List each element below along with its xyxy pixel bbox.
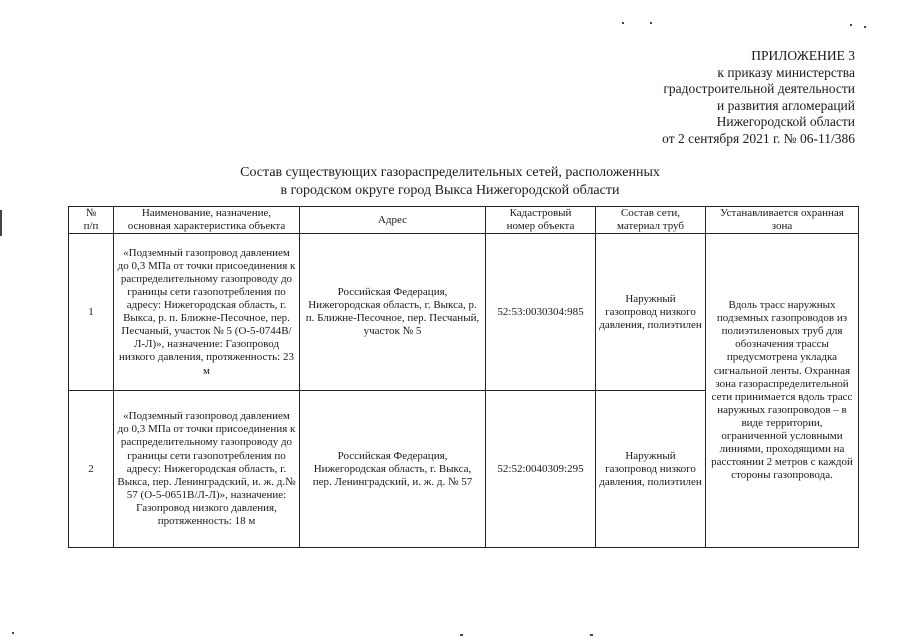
header-zone-line-2: зона: [771, 220, 793, 233]
header-protection-zone: [706, 207, 859, 234]
row-cadastral-number: 52:52:0040309:295: [486, 391, 596, 548]
protection-zone-cell: Вдоль трасс наружных подземных газопроводов из полиэтиленовых труб для обозначения трассы предусмотрена укладка сигнальной ленты. Охранная зона газораспределительной сети принимается вдоль трасс наружных газопроводов – в виде территории, ограниченной условными линиями, проходящими на расстоянии 2 метров с каждой стороны газопровода.: [706, 234, 859, 548]
scan-speck: [460, 634, 463, 636]
row-address: Российская Федерация, Нижегородская область, г. Выкса, р. п. Ближне-Песочное, пер. Песчаный, участок № 5: [300, 234, 486, 391]
header-composition-line-2: материал труб: [616, 220, 685, 233]
row-description: «Подземный газопровод давлением до 0,3 МПа от точки присоединения к распределительному газопроводу до границы сети газопотребления по адресу: Нижегородская область, г. Выкса, пер. Ленинградский, и. ж. д.№ 57 (О-5-0651В/Л-Л)», назначение: Газопровод низкого давления, протяженность: 18 м: [114, 391, 300, 548]
appendix-order-line: к приказу министерства: [717, 64, 855, 80]
header-cadastral-line-2: номер объекта: [506, 220, 575, 233]
scan-speck: [864, 26, 866, 28]
appendix-date-line: от 2 сентября 2021 г. № 06-11/386: [662, 130, 855, 146]
appendix-ministry-line-2: и развития агломераций: [716, 97, 855, 113]
header-number-line-1: №: [85, 207, 97, 219]
header-name-line-2: основная характеристика объекта: [127, 220, 286, 233]
document-title: [150, 164, 750, 200]
row-number: 1: [69, 234, 114, 391]
header-name: [114, 207, 300, 234]
scan-speck: [850, 24, 852, 26]
appendix-header: [662, 48, 855, 148]
appendix-ministry-line: градостроительной деятельности: [663, 81, 855, 97]
table-row: [69, 234, 859, 391]
appendix-region-line: Нижегородской области: [716, 114, 855, 130]
header-cadastral: [486, 207, 596, 234]
header-composition: [596, 207, 706, 234]
scan-mark: [0, 210, 2, 236]
header-number: [69, 207, 114, 234]
row-number: 2: [69, 391, 114, 548]
header-number-line-2: п/п: [83, 220, 99, 233]
row-composition: Наружный газопровод низкого давления, полиэтилен: [596, 391, 706, 548]
header-zone-line-1: Устанавливается охранная: [720, 207, 844, 219]
header-cadastral-line-1: Кадастровый: [509, 207, 572, 219]
document-title-line-1: Состав существующих газораспределительных сетей, расположенных: [240, 165, 660, 180]
row-address: Российская Федерация, Нижегородская область, г. Выкса, пер. Ленинградский, и. ж. д. № 57: [300, 391, 486, 548]
document-title-line-2: в городском округе город Выкса Нижегородской области: [280, 183, 620, 198]
table-header-row: [69, 207, 859, 234]
scan-speck: [622, 22, 624, 24]
header-name-line-1: Наименование, назначение,: [141, 207, 272, 219]
scan-speck: [590, 634, 593, 636]
row-description: «Подземный газопровод давлением до 0,3 МПа от точки присоединения к распределительному газопроводу до границы сети газопотребления по адресу: Нижегородская область, г. Выкса, р. п. Ближне-Песочное, пер. Песчаный, участок № 5 (О-5-0744В/Л-Л)», назначение: Газопровод низкого давления, протяженность: 23 м: [114, 234, 300, 391]
row-cadastral-number: 52:53:0030304:985: [486, 234, 596, 391]
appendix-number: ПРИЛОЖЕНИЕ 3: [751, 48, 855, 63]
header-address: Адрес: [300, 207, 486, 234]
header-composition-line-1: Состав сети,: [620, 207, 681, 219]
gas-network-table: [68, 206, 859, 548]
scan-speck: [650, 22, 652, 24]
row-composition: Наружный газопровод низкого давления, полиэтилен: [596, 234, 706, 391]
scan-speck: [12, 632, 14, 634]
